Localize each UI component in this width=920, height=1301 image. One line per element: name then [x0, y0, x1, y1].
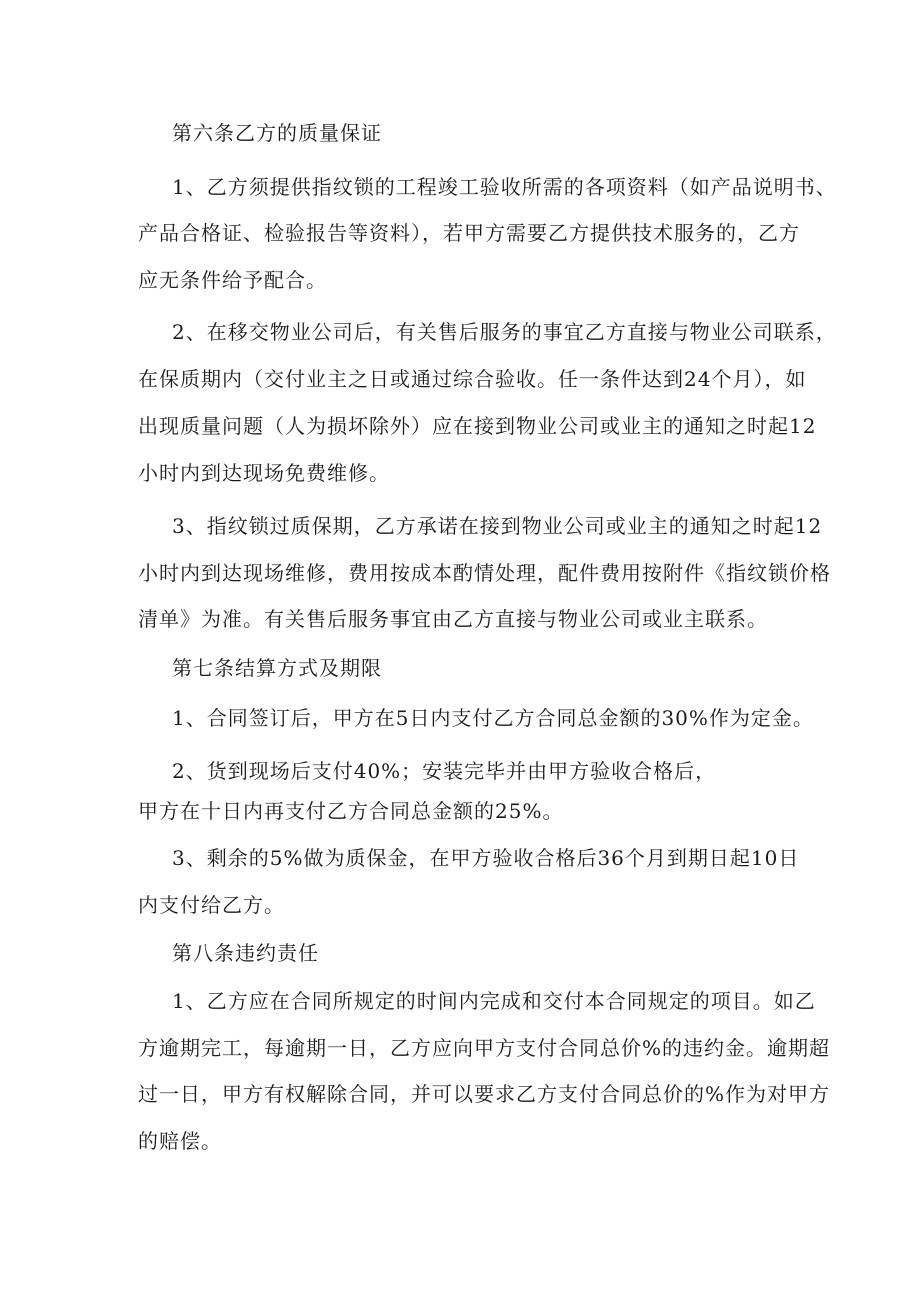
paragraph-line: 3、指纹锁过质保期，乙方承诺在接到物业公司或业主的通知之时起12	[172, 514, 823, 538]
paragraph-line: 在保质期内（交付业主之日或通过综合验收。任一条件达到24个月），如	[138, 367, 807, 391]
section-heading-7: 第七条结算方式及期限	[172, 656, 382, 680]
paragraph-line: 的赔偿。	[138, 1129, 222, 1153]
paragraph-line: 1、合同签订后，甲方在5日内支付乙方合同总金额的30%作为定金。	[172, 706, 814, 730]
section-heading-6: 第六条乙方的质量保证	[172, 121, 382, 145]
paragraph-line: 过一日，甲方有权解除合同，并可以要求乙方支付合同总价的%作为对甲方	[138, 1082, 831, 1106]
paragraph-line: 产品合格证、检验报告等资料），若甲方需要乙方提供技术服务的，乙方	[138, 221, 800, 245]
paragraph-line: 小时内到达现场维修，费用按成本酌情处理，配件费用按附件《指纹锁价格	[138, 561, 831, 585]
paragraph-line: 甲方在十日内再支付乙方合同总金额的25%。	[138, 799, 564, 823]
paragraph-line: 内支付给乙方。	[138, 893, 285, 917]
paragraph-line: 1、乙方须提供指纹锁的工程竣工验收所需的各项资料（如产品说明书、	[172, 175, 837, 199]
paragraph-line: 2、在移交物业公司后，有关售后服务的事宜乙方直接与物业公司联系，	[172, 320, 837, 344]
paragraph-line: 1、乙方应在合同所规定的时间内完成和交付本合同规定的项目。如乙	[172, 989, 816, 1013]
paragraph-line: 出现质量问题（人为损坏除外）应在接到物业公司或业主的通知之时起12	[138, 414, 817, 438]
section-heading-8: 第八条违约责任	[172, 941, 319, 965]
paragraph-line: 2、货到现场后支付40%；安装完毕并由甲方验收合格后，	[172, 759, 717, 783]
paragraph-line: 小时内到达现场免费维修。	[138, 461, 390, 485]
paragraph-line: 应无条件给予配合。	[138, 268, 327, 292]
paragraph-line: 3、剩余的5%做为质保金，在甲方验收合格后36个月到期日起10日	[172, 846, 800, 870]
paragraph-line: 方逾期完工，每逾期一日，乙方应向甲方支付合同总价%的违约金。逾期超	[138, 1036, 831, 1060]
paragraph-line: 清单》为准。有关售后服务事宜由乙方直接与物业公司或业主联系。	[138, 607, 768, 631]
